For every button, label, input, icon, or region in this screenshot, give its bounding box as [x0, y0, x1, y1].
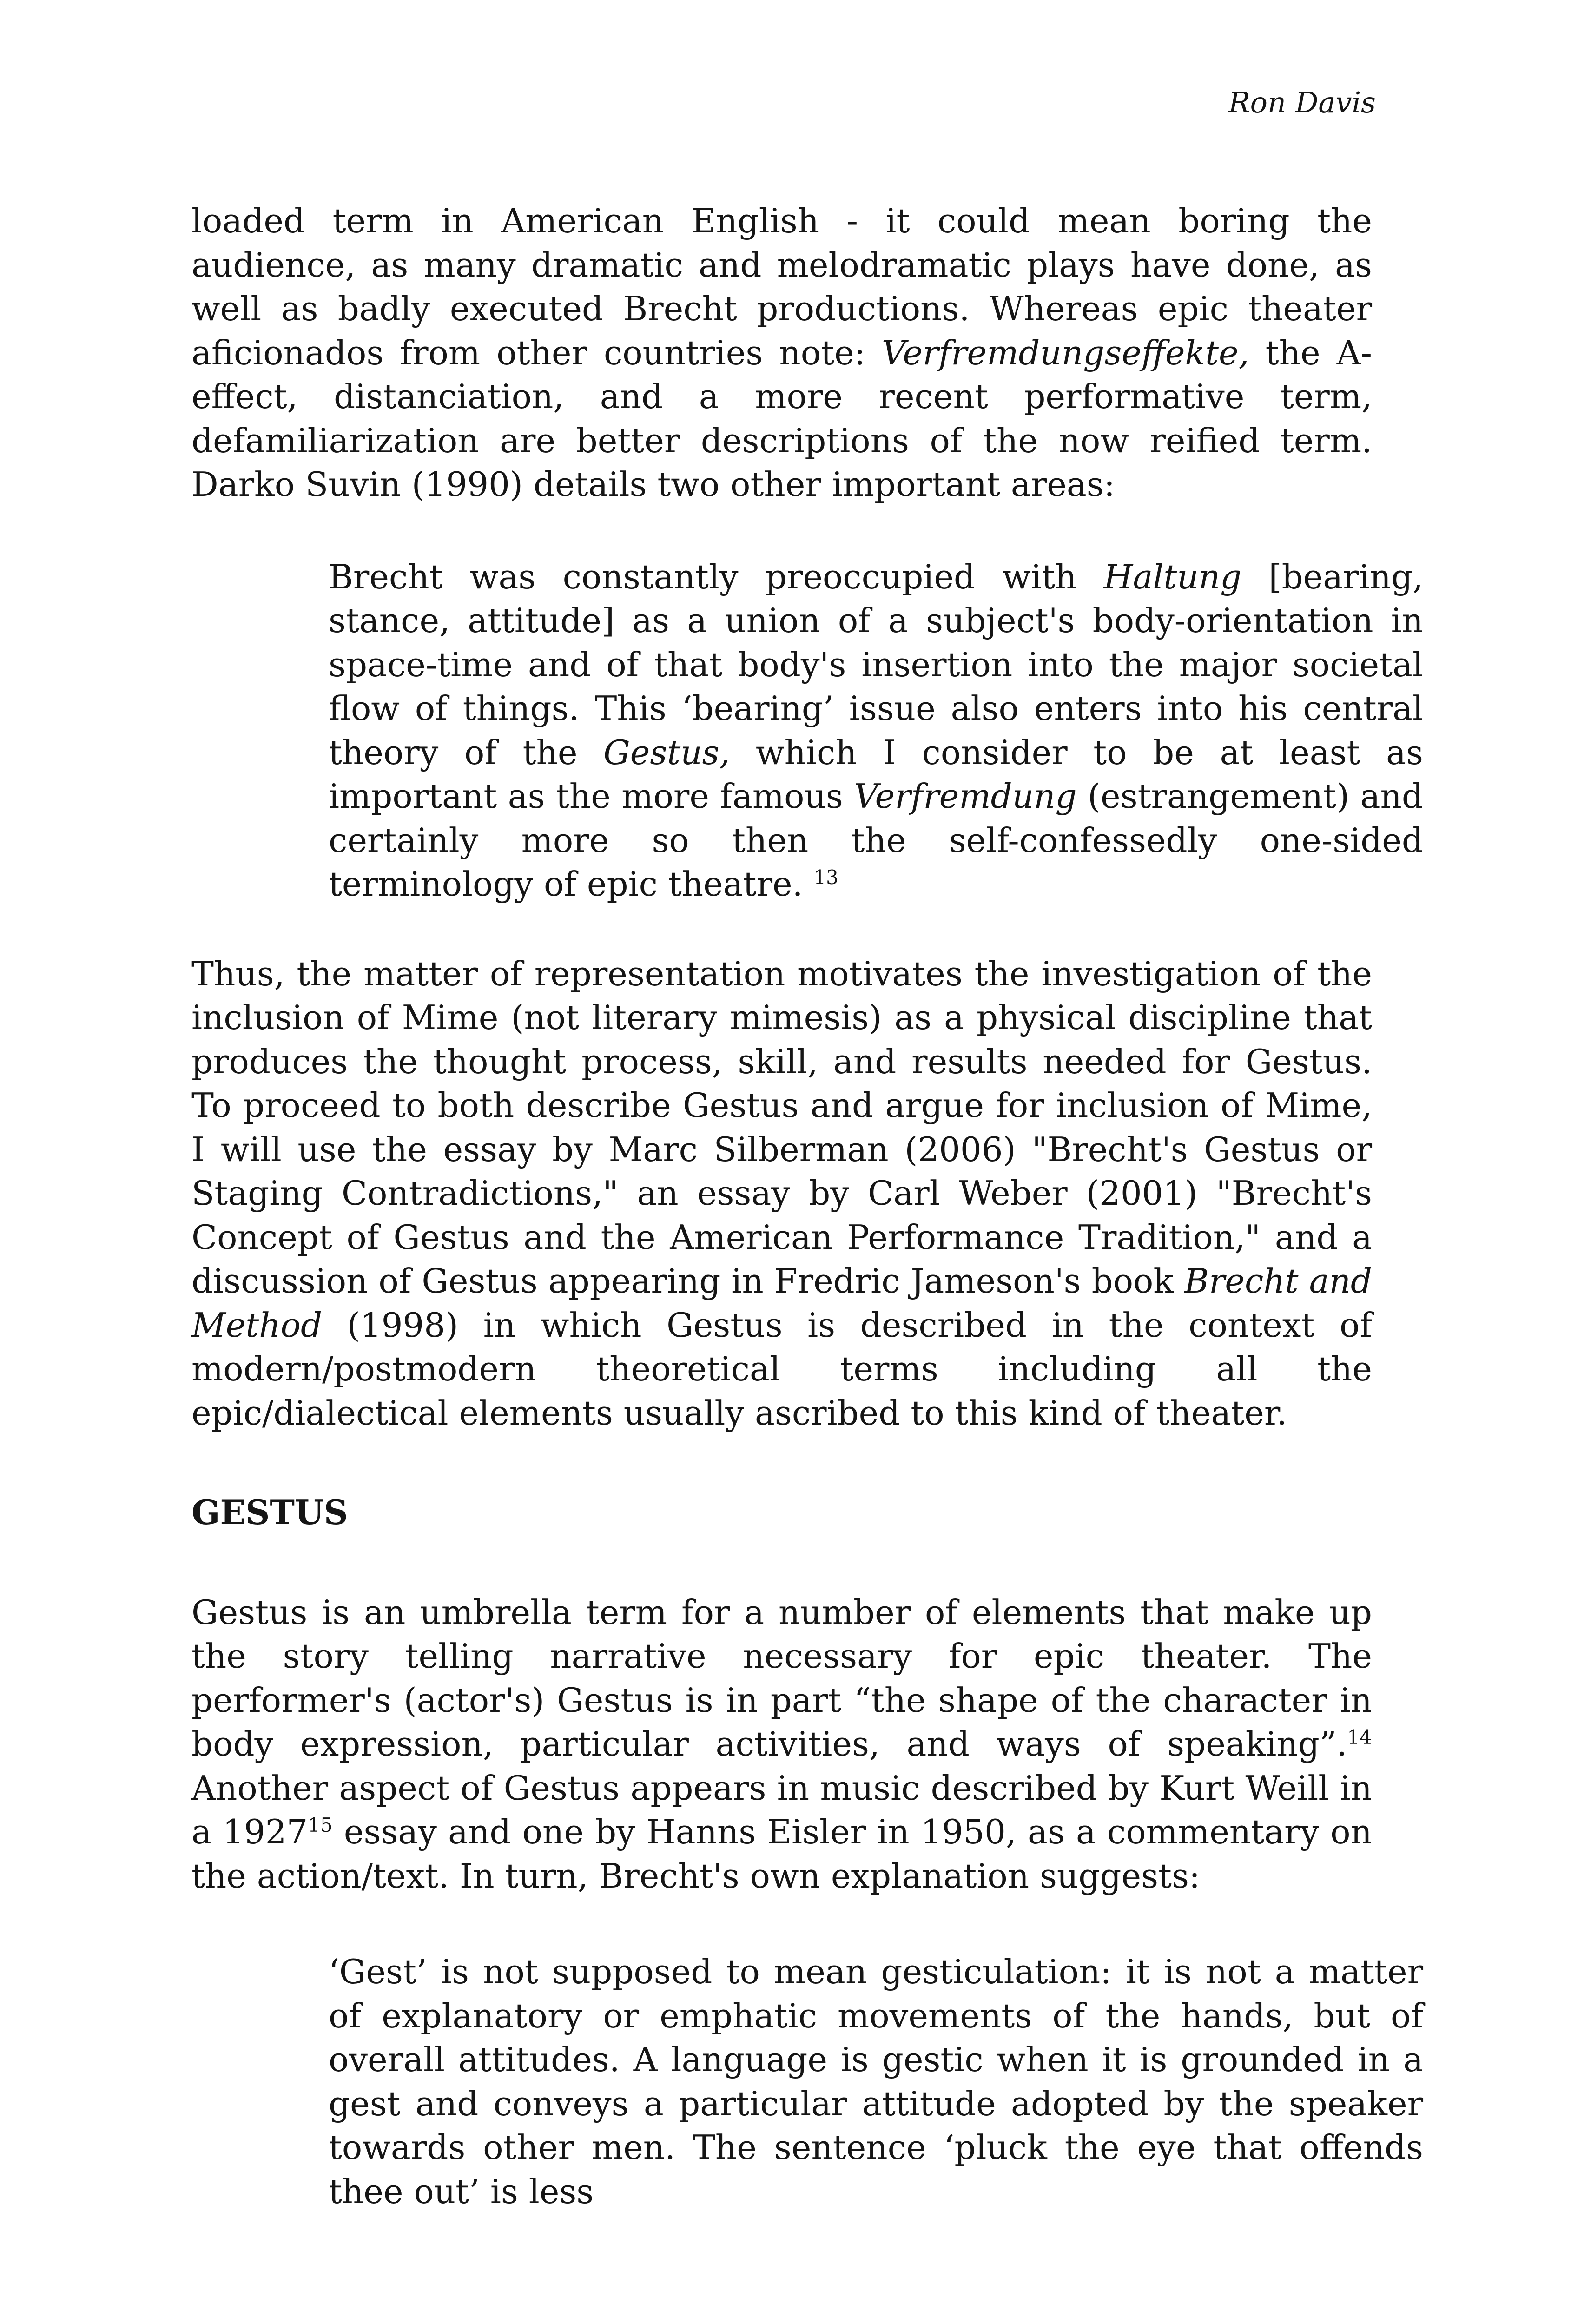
italic-term: Verfremdungseffekte,	[882, 333, 1249, 372]
paragraph-text: loaded term in American English - it could mean boring the audience, as many dramatic and melodramatic plays have done, as well as badly executed Brecht productions. Whereas epic theater aficionados from other countries note:	[191, 201, 1372, 372]
paragraph-text: Another aspect of Gestus appears in music described by Kurt Weill in a 1927	[191, 1768, 1372, 1851]
body-paragraph-2	[191, 952, 1372, 1435]
block-quote-suvin	[329, 555, 1423, 906]
quote-text: Brecht was constantly preoccupied with	[329, 557, 1104, 596]
book-title: Brecht and Method	[191, 1261, 1373, 1345]
body-paragraph-3	[191, 1591, 1372, 1898]
paragraph-text: essay and one by Hanns Eisler in 1950, as a commentary on the action/text. In turn, Brecht's own explanation suggests:	[191, 1812, 1373, 1895]
quote-text: which I consider to be at least as important as the more famous	[329, 733, 1423, 816]
paragraph-text: the A-effect, distanciation, and a more recent performative term, defamiliarization are better descriptions of the now reified term. Darko Suvin (1990) details two other important areas:	[191, 333, 1372, 504]
body-paragraph-1	[191, 199, 1372, 507]
paragraph-text: Gestus is an umbrella term for a number of elements that make up the story telling narrative necessary for epic theater. The performer's (actor's) Gestus is in part “the shape of the character in body expression, particular activities, and ways of speaking”.	[191, 1592, 1372, 1763]
quote-text: ‘Gest’ is not supposed to mean gesticulation: it is not a matter of explanatory or emphatic movements of the hands, but of overall attitudes. A language is gestic when it is grounded in a gest and conveys a particular attitude adopted by the speaker towards other men. The sentence ‘pluck the eye that offends thee out’ is less	[329, 1952, 1423, 2211]
block-quote-brecht	[329, 1950, 1423, 2213]
quote-text: (estrangement) and certainly more so then the self-confessedly one-sided terminology of epic theatre.	[329, 777, 1423, 904]
italic-term: Verfremdung	[854, 777, 1077, 816]
page-body	[191, 199, 1423, 2213]
running-header-author: Ron Davis	[1228, 86, 1376, 119]
footnote-marker: 15	[308, 1814, 333, 1836]
quote-text: [bearing, stance, attitude] as a union of a subject's body-orientation in space-time and of that body's insertion into the major societal flow of things. This ‘bearing’ issue also enters into his central theory of the	[329, 557, 1423, 772]
paragraph-text: Thus, the matter of representation motivates the investigation of the inclusion of Mime (not literary mimesis) as a physical discipline that produces the thought process, skill, and results needed for Gestus. To proceed to both describe Gestus and argue for inclusion of Mime, I will use the essay by Marc Silberman (2006) "Brecht's Gestus or Staging Contradictions," an essay by Carl Weber (2001) "Brecht's Concept of Gestus and the American Performance Tradition," and a discussion of Gestus appearing in Fredric Jameson's book	[191, 954, 1372, 1301]
footnote-marker: 13	[813, 866, 838, 889]
section-heading: GESTUS	[191, 1492, 348, 1532]
italic-term: Gestus,	[603, 733, 730, 772]
italic-term: Haltung	[1103, 557, 1242, 596]
paragraph-text: (1998) in which Gestus is described in the context of modern/postmodern theoretical terms including all the epic/dialectical elements usually ascribed to this kind of theater.	[191, 1305, 1372, 1433]
footnote-marker: 14	[1347, 1726, 1372, 1749]
